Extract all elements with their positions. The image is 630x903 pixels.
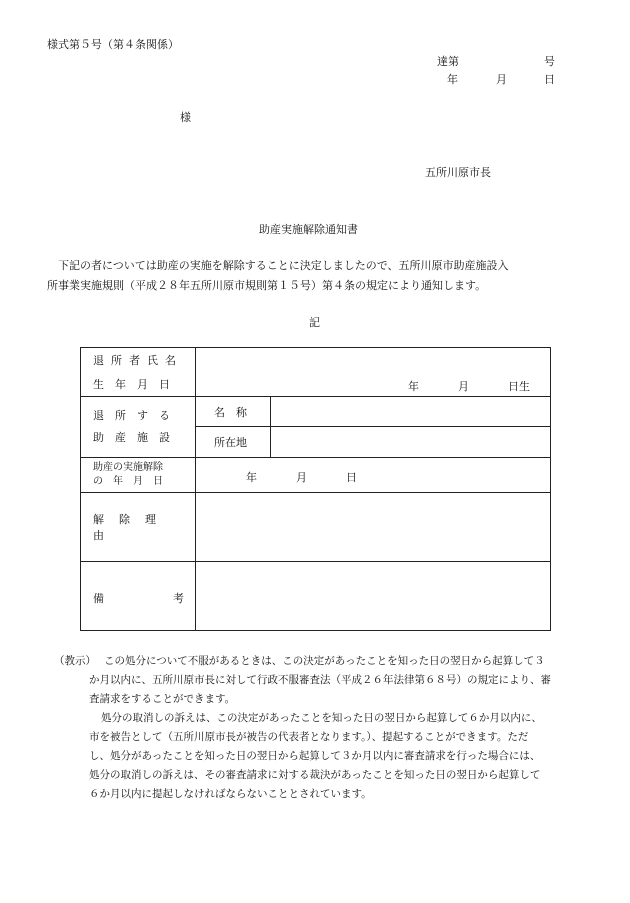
issuer-title: 五所川原市長 xyxy=(425,166,491,179)
ki-marker: 記 xyxy=(309,316,320,329)
notes-paragraph-2-cont xyxy=(89,728,584,804)
reason-value xyxy=(196,493,551,562)
release-date-value xyxy=(196,458,551,493)
birth-day-label: 日生 xyxy=(508,379,530,393)
reason-row xyxy=(81,493,551,562)
date-day: 日 xyxy=(544,73,555,86)
facility-label-line-1: 退 所 す る xyxy=(93,409,170,422)
notes-p2-line-2: 市を被告として（五所川原市長が被告の代表者となります。）、提起することができます。ただ xyxy=(89,731,529,743)
release-date-row xyxy=(81,458,551,493)
body-text-line-1: 下記の者については助産の実施を解除することに決定しましたので、五所川原市助産施設入 xyxy=(58,259,509,272)
facility-name-row xyxy=(81,397,551,427)
release-day-label: 日 xyxy=(346,471,357,484)
addressee-honorific: 様 xyxy=(180,111,191,124)
remarks-label-a: 備 xyxy=(93,592,104,605)
birth-year-label: 年 xyxy=(408,379,419,393)
notes-p2-line-4: 処分の取消しの訴えは、その審査請求に対する裁決があったことを知った日の翌日から起算して xyxy=(89,769,541,781)
name-label: 退所者氏名 xyxy=(93,353,183,367)
release-label-line-2: の 年 月 日 xyxy=(93,476,163,487)
facility-address-value xyxy=(271,427,551,458)
notes-p2-line-5: ６か月以内に提起しなければならないこととされています。 xyxy=(89,788,372,800)
notes-p1-line-2: か月以内に、五所川原市長に対して行政不服審査法（平成２６年法律第６８号）の規定により、審 xyxy=(89,674,551,686)
notes-p2-line-3: し、処分があったことを知った日の翌日から起算して３か月以内に審査請求を行った場合には、 xyxy=(89,750,541,762)
name-row xyxy=(81,348,551,372)
facility-label-line-2: 助 産 施 設 xyxy=(93,431,170,444)
release-year-label: 年 xyxy=(246,471,257,484)
reference-number-label: 達第 xyxy=(437,55,459,68)
date-year: 年 xyxy=(447,73,458,86)
facility-name-label: 名 称 xyxy=(196,397,271,427)
reference-number-suffix: 号 xyxy=(544,55,555,68)
facility-name-value xyxy=(271,397,551,427)
remarks-row xyxy=(81,562,551,631)
notes-paragraph-1-cont xyxy=(89,671,584,709)
remarks-value xyxy=(196,562,551,631)
facility-address-label: 所在地 xyxy=(196,427,271,458)
notes-p2-line-1: 処分の取消しの訴えは、この決定があったことを知った日の翌日から起算して６か月以内に、 xyxy=(101,712,542,724)
name-value xyxy=(196,348,551,372)
body-text-line-2: 所事業実施規則（平成２８年五所川原市規則第１５号）第４条の規定により通知します。 xyxy=(47,279,487,292)
instruction-notes xyxy=(54,652,584,804)
release-label-line-1: 助産の実施解除 xyxy=(93,462,163,473)
birthdate-label: 生 年 月 日 xyxy=(93,377,170,391)
reason-label: 解除理由 xyxy=(93,513,171,542)
release-month-label: 月 xyxy=(296,471,307,484)
birth-month-label: 月 xyxy=(458,379,469,393)
form-number: 様式第５号（第４条関係） xyxy=(47,38,179,51)
details-table xyxy=(80,347,551,631)
date-month: 月 xyxy=(496,73,507,86)
remarks-label-b: 考 xyxy=(173,592,184,605)
document-title: 助産実施解除通知書 xyxy=(259,223,358,236)
birthdate-row xyxy=(81,372,551,397)
birthdate-value xyxy=(196,372,551,397)
notes-heading: （教示） xyxy=(54,655,96,667)
notes-paragraph-2 xyxy=(101,709,584,728)
notes-p1-line-1: この処分について不服があるときは、この決定があったことを知った日の翌日から起算して３ xyxy=(104,655,545,667)
notes-p1-line-3: 査請求をすることができます。 xyxy=(89,693,236,705)
notes-paragraph-1 xyxy=(104,652,584,671)
